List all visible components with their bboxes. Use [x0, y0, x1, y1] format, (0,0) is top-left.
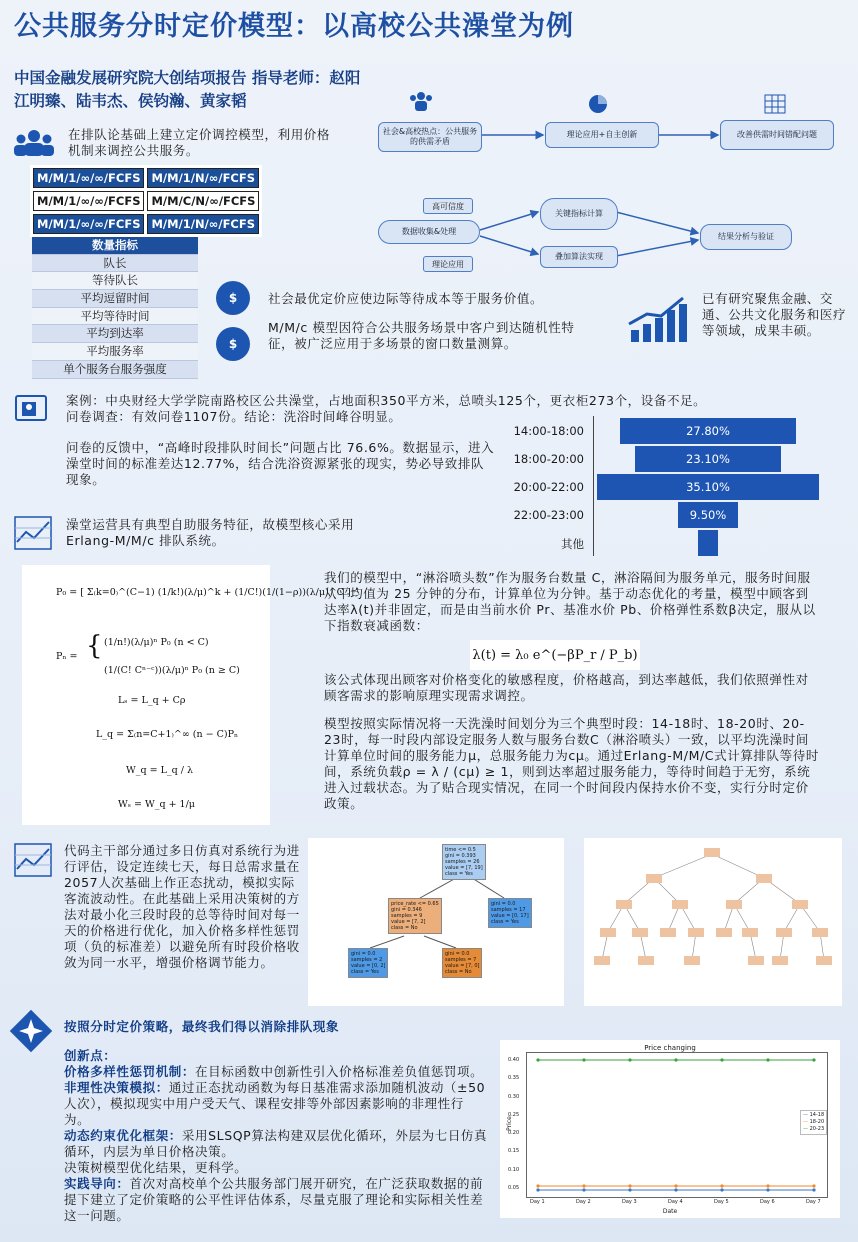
flow-tag: 理论应用	[423, 256, 473, 272]
chart-axis	[593, 416, 594, 556]
innovation-item: 价格多样性惩罚机制：在目标函数中创新性引入价格标准差负值惩罚项。	[64, 1064, 484, 1079]
formula-lq: L_q = Σ₍n=C+1₎^∞ (n − C)Pₙ	[96, 729, 239, 740]
model-cell: M/M/1/∞/∞/FCFS	[33, 214, 144, 234]
chart-category-label: 20:00-22:00	[513, 480, 584, 494]
queue-model-table	[30, 165, 262, 237]
flow-box: 结果分析与验证	[700, 224, 792, 250]
index-item: 单个服务台服务强度	[32, 361, 198, 379]
case-description: 案例：中央财经大学学院南路校区公共澡堂，占地面积350平方米，总喷头125个，更衣柜273个，设备不足。	[66, 393, 707, 408]
code-description: 代码主干部分通过多日仿真对系统行为进行评估，设定连续七天，每日总需求量在2057人次基础上作正态扰动，模拟实际客流波动性。在此基础上采用决策树的方法对最小化三段时段的总等待时间对每一天的价格进行优化，加入价格多样性惩罚项（负的标准差）以避免所有时段价格收敛为同一水平，增强价格调节能力。	[64, 843, 300, 970]
people-icon	[408, 90, 434, 112]
model-cell: M/M/1/N/∞/FCFS	[147, 214, 259, 234]
model-description: 我们的模型中，“淋浴喷头数”作为服务台数量 C，淋浴隔间为服务单元，服务时间服从平均值为 25 分钟的分布，计算单位为分钟。基于动态优化的考量，模型中顾客到达率λ(t)并非固定，而是由当前水价 Pr、基准水价 Pb、价格弹性系数β决定，服从以下指数衰减函数：	[324, 570, 816, 633]
price-lines	[500, 1040, 840, 1218]
price-point	[536, 1188, 539, 1191]
pie-icon	[588, 94, 608, 114]
innovation-list	[64, 1064, 488, 1224]
price-point	[720, 1058, 723, 1061]
flow-box: 关键指标计算	[540, 198, 618, 230]
flow-diagram	[368, 90, 848, 280]
chart-bar: 35.10%	[597, 474, 819, 500]
price-xtick: Day 5	[714, 1199, 729, 1205]
flow-box: 社会&高校热点：公共服务的供需矛盾	[378, 122, 482, 152]
formula-pn1: (1/n!)(λ/μ)ⁿ P₀ (n < C)	[104, 637, 209, 648]
time-distribution-chart	[500, 416, 830, 556]
legend-item: — 18-20	[803, 1119, 825, 1125]
price-xtick: Day 3	[622, 1199, 637, 1205]
point-marginal-cost: 社会最优定价应使边际等待成本等于服务价值。	[268, 291, 544, 306]
flow-box: 改善供需时间错配问题	[720, 120, 834, 150]
model-core-text: 澡堂运营具有典型自助服务特征，故模型核心采用 Erlang-M/M/c 排队系统。	[66, 517, 355, 548]
legend-item: — 20-23	[803, 1126, 825, 1132]
formula-pn-label: Pₙ =	[56, 651, 78, 662]
large-tree-figure	[584, 838, 842, 1006]
price-point	[812, 1188, 815, 1191]
point-mmc-model: M/M/c 模型因符合公共服务场景中客户到达随机性特征，被广泛应用于多场景的窗口数量测算。	[268, 320, 575, 351]
formula-wq: W_q = L_q / λ	[126, 765, 193, 776]
price-point	[582, 1184, 585, 1187]
flow-tag: 高可信度	[423, 198, 473, 214]
index-item: 平均逗留时间	[32, 290, 198, 308]
price-point	[628, 1058, 631, 1061]
formula-p0: P₀ = [ Σ₍k=0₎^(C−1) (1/k!)(λ/μ)^k + (1/C!)(1/(1−ρ))(λ/μ)^C ]⁻¹	[56, 587, 360, 598]
model-cell: M/M/1/N/∞/FCFS	[147, 168, 259, 188]
price-point	[628, 1184, 631, 1187]
price-xtick: Day 7	[806, 1199, 821, 1205]
growth-chart-icon	[625, 296, 693, 344]
indices-header: 数量指标	[32, 237, 198, 255]
matrix-icon	[764, 94, 786, 114]
price-point	[766, 1184, 769, 1187]
price-point	[766, 1058, 769, 1061]
innovation-item: 实践导向：首次对高校单个公共服务部门展开研究，在广泛获取数据的前提下建立了定价策略的公平性评估体系，尽量克服了理论和实际相关性差这一问题。	[64, 1176, 484, 1223]
chart-category-label: 22:00-23:00	[513, 508, 584, 522]
price-point	[536, 1058, 539, 1061]
model-cell: M/M/1/∞/∞/FCFS	[33, 168, 144, 188]
tree-node: gini = 0.0 samples = 17 value = [0, 17] class = Yes	[488, 898, 532, 928]
chart-bar: 9.50%	[678, 502, 738, 528]
price-point	[766, 1188, 769, 1191]
index-item: 平均服务率	[32, 343, 198, 361]
money-bag-icon: $	[216, 327, 250, 361]
sparkle-icon	[8, 1008, 54, 1054]
flow-box: 理论应用+自主创新	[545, 122, 659, 148]
price-chart-ylabel: Price	[505, 1116, 513, 1131]
graph-icon	[14, 516, 52, 550]
formula-pn2: (1/(C! Cⁿ⁻ᶜ))(λ/μ)ⁿ P₀ (n ≥ C)	[104, 665, 240, 676]
report-line: 中国金融发展研究院大创结项报告 指导老师：赵阳	[14, 69, 361, 87]
document-icon	[14, 392, 50, 424]
intro-text: 在排队论基础上建立定价调控模型，利用价格机制来调控公共服务。	[68, 127, 331, 158]
price-point	[674, 1058, 677, 1061]
price-point	[720, 1184, 723, 1187]
conclusion-headline: 按照分时定价策略，最终我们得以消除排队现象	[64, 1019, 340, 1034]
price-chart	[500, 1040, 840, 1218]
price-chart-title: Price changing	[644, 1044, 696, 1052]
formula-ls: Lₛ = L_q + Cρ	[118, 695, 186, 706]
index-item: 等待队长	[32, 272, 198, 290]
model-cell: M/M/1/∞/∞/FCFS	[33, 191, 144, 211]
price-ytick: 0.15	[508, 1148, 520, 1155]
chart-category-label: 其他	[561, 537, 584, 551]
price-point	[628, 1188, 631, 1191]
flow-box: 数据收集&处理	[378, 220, 480, 244]
price-point	[674, 1188, 677, 1191]
price-point	[812, 1058, 815, 1061]
chart-category-label: 18:00-20:00	[513, 452, 584, 466]
graph-icon	[14, 843, 52, 877]
chart-bar: 23.10%	[635, 446, 781, 472]
price-ytick: 0.05	[508, 1185, 520, 1191]
formula-card: P₀ = [ Σ₍k=0₎^(C−1) (1/k!)(λ/μ)^k + (1/C!)(1/(1−ρ))(λ/μ)^C ]⁻¹ Pₙ = { (1/n!)(λ/μ)ⁿ P₀ (n < C) (1/(C! Cⁿ⁻ᶜ))(λ/μ)ⁿ P₀ (n ≥ C) Lₛ = L_q + Cρ L_q = Σ₍n=C+1₎^∞ (n − C)Pₙ W_q = L_q / λ Wₛ = W_q + 1/μ	[22, 565, 270, 825]
innovation-title: 创新点：	[64, 1048, 117, 1063]
tree-node: gini = 0.0 samples = 7 value = [7, 0] class = No	[442, 948, 482, 978]
price-ytick: 0.20	[508, 1130, 520, 1137]
tree-node: gini = 0.0 samples = 2 value = [0, 2] class = Yes	[348, 948, 388, 978]
price-ytick: 0.35	[508, 1075, 520, 1082]
innovation-item: 决策树模型优化结果，更科学。	[64, 1160, 248, 1175]
large-tree-drawing	[584, 838, 842, 1006]
tree-node: time <= 0.5 gini = 0.393 samples = 26 value = [7, 19] class = Yes	[442, 844, 486, 880]
legend-item: — 14-18	[803, 1112, 825, 1118]
flow-box: 叠加算法实现	[540, 246, 618, 268]
price-point	[582, 1058, 585, 1061]
price-point	[812, 1184, 815, 1187]
price-point	[582, 1188, 585, 1191]
model-cell: M/M/C/N/∞/FCFS	[147, 191, 259, 211]
chart-category-label: 14:00-18:00	[513, 424, 584, 438]
money-bag-icon: $	[216, 281, 250, 315]
index-item: 平均到达率	[32, 325, 198, 343]
price-point	[536, 1184, 539, 1187]
price-xtick: Day 6	[760, 1199, 775, 1205]
price-xtick: Day 4	[668, 1199, 683, 1205]
price-ytick: 0.40	[508, 1057, 520, 1063]
price-point	[720, 1188, 723, 1191]
index-item: 平均等待时间	[32, 308, 198, 326]
price-chart-xlabel: Date	[662, 1208, 678, 1215]
lambda-formula: λ(t) = λ₀ e^(−βP_r / P_b)	[470, 640, 640, 670]
innovation-item: 动态约束优化框架：采用SLSQP算法构建双层优化循环，外层为七日仿真循环，内层为单日价格决策。	[64, 1128, 488, 1159]
authors-line: 江明臻、陆韦杰、侯钧瀚、黄家韬	[14, 92, 247, 110]
feedback-text: 问卷的反馈中，“高峰时段排队时间长”问题占比 76.6%。数据显示，进入澡堂时间的标准差达12.77%，结合洗浴资源紧张的现实，势必导致排队现象。	[66, 440, 495, 487]
price-ytick: 0.30	[508, 1093, 520, 1100]
poster-title: 公共服务分时定价模型：以高校公共澡堂为例	[14, 11, 574, 42]
index-item: 队长	[32, 255, 198, 273]
time-period-text: 模型按照实际情况将一天洗澡时间划分为三个典型时段：14-18时、18-20时、20-23时，每一时段内部设定服务人数与服务台数C（淋浴喷头）一致，以平均洗澡时间计算单位时间的服务能力μ，总服务能力为cμ。通过Erlang-M/M/C式计算排队等待时间，系统负载ρ = λ / (cμ) ≥ 1，则到达率超过服务能力，等待时间趋于无穷，系统进入过载状态。为了贴合现实情况，在同一个时间段内保持水价不变，实行分时定价政策。	[324, 716, 819, 811]
formula-ws: Wₛ = W_q + 1/μ	[118, 799, 195, 810]
price-xtick: Day 2	[576, 1199, 591, 1205]
price-ytick: 0.25	[508, 1111, 520, 1118]
innovation-item: 非理性决策模拟：通过正态扰动函数为每日基准需求添加随机波动（±50人次），模拟现实中用户受天气、课程安排等外部因素影响的非理性行为。	[64, 1080, 486, 1127]
price-xtick: Day 1	[530, 1199, 545, 1205]
price-ytick: 0.10	[508, 1166, 520, 1173]
point-research: 已有研究聚焦金融、交通、公共文化服务和医疗等领域，成果丰硕。	[702, 291, 847, 338]
chart-bar: 27.80%	[620, 418, 796, 444]
team-icon	[14, 128, 54, 158]
decision-tree-figure	[308, 838, 564, 1006]
chart-bar	[698, 530, 718, 556]
tree-node: price_rate <= 0.65 gini = 0.346 samples = 9 value = [7, 2] class = No	[388, 898, 442, 934]
price-point	[674, 1184, 677, 1187]
survey-text: 问卷调查：有效问卷1107份。结论：洗浴时间峰谷明显。	[66, 409, 402, 424]
indices-list	[32, 237, 198, 379]
formula-interpretation: 该公式体现出顾客对价格变化的敏感程度，价格越高，到达率越低，我们依照弹性对顾客需求的影响原理实现需求调控。	[324, 672, 809, 703]
